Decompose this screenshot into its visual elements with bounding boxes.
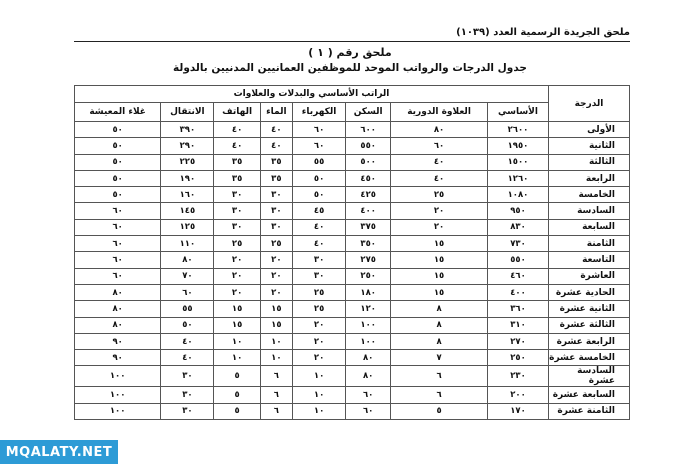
table-row xyxy=(75,154,630,170)
grade-cell: السابعة xyxy=(549,219,630,235)
appendix-label: ملحق رقم ( ١ ) xyxy=(308,46,392,59)
value-cell: ٢٠ xyxy=(292,350,345,366)
value-cell: ١٢٠ xyxy=(346,301,391,317)
grade-cell: السادسة xyxy=(549,203,630,219)
value-cell: ٣٥٠ xyxy=(346,236,391,252)
value-cell: ٥٠ xyxy=(292,170,345,186)
value-cell: ٤٠ xyxy=(161,333,214,349)
value-cell: ١٠ xyxy=(292,366,345,387)
value-cell: ٢٧٠ xyxy=(488,333,549,349)
value-cell: ٢٢٥ xyxy=(161,154,214,170)
value-cell: ١٠٠ xyxy=(346,317,391,333)
site-watermark: MQALATY.NET xyxy=(0,440,118,464)
value-cell: ٢٥٠ xyxy=(346,268,391,284)
column-header: الكهرباء xyxy=(292,103,345,122)
table-row xyxy=(75,203,630,219)
value-cell: ٦٠ xyxy=(75,236,161,252)
header-title: ملحق الجريدة الرسمية العدد (١٠٣٩) xyxy=(456,27,630,38)
value-cell: ٦٠ xyxy=(75,219,161,235)
value-cell: ١٥ xyxy=(260,301,292,317)
value-cell: ٣٥ xyxy=(214,170,260,186)
grade-cell: الثالثة xyxy=(549,154,630,170)
value-cell: ٤٠٠ xyxy=(488,284,549,300)
value-cell: ٤٥٠ xyxy=(346,170,391,186)
value-cell: ٥٠ xyxy=(75,170,161,186)
grade-cell: السادسة عشرة xyxy=(549,366,630,387)
value-cell: ٨ xyxy=(391,301,488,317)
value-cell: ٦٠ xyxy=(346,387,391,403)
value-cell: ٩٠ xyxy=(75,333,161,349)
value-cell: ٥ xyxy=(214,366,260,387)
value-cell: ٤٠ xyxy=(260,138,292,154)
value-cell: ٢٠ xyxy=(214,284,260,300)
value-cell: ٣٠ xyxy=(260,219,292,235)
value-cell: ١٠٨٠ xyxy=(488,187,549,203)
value-cell: ٨ xyxy=(391,317,488,333)
value-cell: ٦٠٠ xyxy=(346,122,391,138)
value-cell: ٢٠ xyxy=(260,284,292,300)
table-row xyxy=(75,387,630,403)
value-cell: ٣٠ xyxy=(260,203,292,219)
value-cell: ٥٠٠ xyxy=(346,154,391,170)
table-row xyxy=(75,236,630,252)
value-cell: ٢٠ xyxy=(214,252,260,268)
table-row xyxy=(75,138,630,154)
value-cell: ٢٠ xyxy=(391,219,488,235)
value-cell: ٦٠ xyxy=(75,203,161,219)
grade-cell: الثامنة عشرة xyxy=(549,403,630,419)
value-cell: ٤٠ xyxy=(292,236,345,252)
value-cell: ٣٥ xyxy=(260,154,292,170)
value-cell: ٢٥ xyxy=(292,301,345,317)
table-row xyxy=(75,403,630,419)
value-cell: ٨ xyxy=(391,333,488,349)
grade-header: الدرجة xyxy=(549,86,630,122)
value-cell: ٨٠ xyxy=(391,122,488,138)
value-cell: ٥٥ xyxy=(161,301,214,317)
table-row xyxy=(75,170,630,186)
value-cell: ٨٠ xyxy=(75,301,161,317)
value-cell: ٤٦٠ xyxy=(488,268,549,284)
group-header: الراتب الأساسي والبدلات والعلاوات xyxy=(75,86,549,103)
value-cell: ١٥ xyxy=(391,284,488,300)
value-cell: ٥٠ xyxy=(75,122,161,138)
header-divider xyxy=(74,41,630,42)
table-row xyxy=(75,333,630,349)
grade-cell: الحادية عشرة xyxy=(549,284,630,300)
value-cell: ٥٠ xyxy=(161,317,214,333)
value-cell: ٥٥٠ xyxy=(346,138,391,154)
value-cell: ١٥ xyxy=(391,236,488,252)
value-cell: ٣٠ xyxy=(214,219,260,235)
grade-cell: الثانية عشرة xyxy=(549,301,630,317)
grade-cell: الخامسة عشرة xyxy=(549,350,630,366)
value-cell: ٨٠ xyxy=(346,366,391,387)
value-cell: ٣٠ xyxy=(161,403,214,419)
value-cell: ١٦٠ xyxy=(161,187,214,203)
basic-header: الأساسي xyxy=(488,103,549,122)
value-cell: ١٨٠ xyxy=(346,284,391,300)
value-cell: ٦٠ xyxy=(75,252,161,268)
value-cell: ٤٠ xyxy=(260,122,292,138)
value-cell: ١٥ xyxy=(391,252,488,268)
value-cell: ١٥ xyxy=(391,268,488,284)
value-cell: ٤٥ xyxy=(292,203,345,219)
value-cell: ٣٠ xyxy=(161,387,214,403)
value-cell: ٢٠ xyxy=(214,268,260,284)
value-cell: ٥ xyxy=(214,387,260,403)
grade-cell: الخامسة xyxy=(549,187,630,203)
value-cell: ٦ xyxy=(260,403,292,419)
value-cell: ١٠٠ xyxy=(75,403,161,419)
value-cell: ٢٥ xyxy=(292,284,345,300)
value-cell: ٣٠ xyxy=(214,203,260,219)
grade-cell: الرابعة xyxy=(549,170,630,186)
grade-cell: السابعة عشرة xyxy=(549,387,630,403)
value-cell: ٣٦٠ xyxy=(488,301,549,317)
table-title: جدول الدرجات والرواتب الموحد للموظفين العمانيين المدنيين بالدولة xyxy=(173,62,527,74)
value-cell: ٨٣٠ xyxy=(488,219,549,235)
value-cell: ٥٥٠ xyxy=(488,252,549,268)
page-header xyxy=(74,27,630,38)
table-row xyxy=(75,122,630,138)
column-header: الانتقال xyxy=(161,103,214,122)
value-cell: ٩٠ xyxy=(75,350,161,366)
value-cell: ٣٠ xyxy=(161,366,214,387)
value-cell: ٤٠ xyxy=(292,219,345,235)
value-cell: ٤٠ xyxy=(161,350,214,366)
value-cell: ٣٩٠ xyxy=(161,122,214,138)
value-cell: ٤٠٠ xyxy=(346,203,391,219)
grade-cell: العاشرة xyxy=(549,268,630,284)
value-cell: ٢٠٠ xyxy=(488,387,549,403)
value-cell: ٣٠ xyxy=(260,187,292,203)
value-cell: ٢٥ xyxy=(214,236,260,252)
value-cell: ١٠٠ xyxy=(75,366,161,387)
value-cell: ١٥ xyxy=(214,301,260,317)
column-header: الماء xyxy=(260,103,292,122)
value-cell: ٨٠ xyxy=(75,284,161,300)
table-row xyxy=(75,284,630,300)
value-cell: ٢٧٥ xyxy=(346,252,391,268)
value-cell: ١٥ xyxy=(260,317,292,333)
value-cell: ٥٠ xyxy=(75,138,161,154)
value-cell: ٦ xyxy=(391,387,488,403)
value-cell: ٣٥ xyxy=(214,154,260,170)
value-cell: ٦٠ xyxy=(292,122,345,138)
value-cell: ٦٠ xyxy=(346,403,391,419)
value-cell: ١٠ xyxy=(260,333,292,349)
grade-cell: الأولى xyxy=(549,122,630,138)
value-cell: ٥٠ xyxy=(75,154,161,170)
value-cell: ٢٦٠٠ xyxy=(488,122,549,138)
value-cell: ٦ xyxy=(260,366,292,387)
value-cell: ٨٠ xyxy=(75,317,161,333)
column-header: غلاء المعيشة xyxy=(75,103,161,122)
value-cell: ١٥٠٠ xyxy=(488,154,549,170)
value-cell: ٦٠ xyxy=(292,138,345,154)
value-cell: ٤٠ xyxy=(391,170,488,186)
value-cell: ٢٠ xyxy=(292,333,345,349)
value-cell: ٤٠ xyxy=(214,138,260,154)
value-cell: ٤٠ xyxy=(391,154,488,170)
table-row xyxy=(75,301,630,317)
value-cell: ٢٠ xyxy=(292,317,345,333)
value-cell: ٢٠ xyxy=(260,268,292,284)
value-cell: ١٩٠ xyxy=(161,170,214,186)
value-cell: ٤٠ xyxy=(214,122,260,138)
value-cell: ٧ xyxy=(391,350,488,366)
value-cell: ٨٠ xyxy=(161,252,214,268)
value-cell: ٥٠ xyxy=(292,187,345,203)
grade-cell: الثانية xyxy=(549,138,630,154)
table-row xyxy=(75,268,630,284)
value-cell: ٣٠ xyxy=(292,252,345,268)
value-cell: ٣١٠ xyxy=(488,317,549,333)
table-row xyxy=(75,219,630,235)
value-cell: ٣٠ xyxy=(292,268,345,284)
value-cell: ٥ xyxy=(391,403,488,419)
table-row xyxy=(75,350,630,366)
value-cell: ٤٢٥ xyxy=(346,187,391,203)
value-cell: ١٠ xyxy=(214,350,260,366)
value-cell: ١٥ xyxy=(214,317,260,333)
value-cell: ١٠٠ xyxy=(346,333,391,349)
value-cell: ١٤٥ xyxy=(161,203,214,219)
value-cell: ١٠٠ xyxy=(75,387,161,403)
salary-table xyxy=(74,85,630,420)
table-row xyxy=(75,317,630,333)
value-cell: ٩٥٠ xyxy=(488,203,549,219)
value-cell: ٧٠ xyxy=(161,268,214,284)
value-cell: ٣٥ xyxy=(260,170,292,186)
value-cell: ١٠ xyxy=(292,403,345,419)
value-cell: ١٧٠ xyxy=(488,403,549,419)
value-cell: ١٠ xyxy=(292,387,345,403)
value-cell: ٣٧٥ xyxy=(346,219,391,235)
value-cell: ٢٥ xyxy=(260,236,292,252)
value-cell: ٦٠ xyxy=(75,268,161,284)
column-header: العلاوة الدورية xyxy=(391,103,488,122)
value-cell: ٢٥٠ xyxy=(488,350,549,366)
value-cell: ٢٠ xyxy=(391,203,488,219)
value-cell: ١٢٥ xyxy=(161,219,214,235)
value-cell: ١١٠ xyxy=(161,236,214,252)
value-cell: ١٢٦٠ xyxy=(488,170,549,186)
value-cell: ٢٣٠ xyxy=(488,366,549,387)
value-cell: ٥٠ xyxy=(75,187,161,203)
value-cell: ٦ xyxy=(260,387,292,403)
column-header: الهاتف xyxy=(214,103,260,122)
value-cell: ٧٣٠ xyxy=(488,236,549,252)
value-cell: ٣٠ xyxy=(214,187,260,203)
value-cell: ٢٠ xyxy=(260,252,292,268)
grade-cell: التاسعة xyxy=(549,252,630,268)
value-cell: ١٩٥٠ xyxy=(488,138,549,154)
value-cell: ٦٠ xyxy=(161,284,214,300)
value-cell: ١٠ xyxy=(214,333,260,349)
value-cell: ٨٠ xyxy=(346,350,391,366)
value-cell: ١٠ xyxy=(260,350,292,366)
table-row xyxy=(75,187,630,203)
value-cell: ٢٥ xyxy=(391,187,488,203)
grade-cell: الثالثة عشرة xyxy=(549,317,630,333)
table-body xyxy=(75,122,630,420)
value-cell: ٥٥ xyxy=(292,154,345,170)
column-header: السكن xyxy=(346,103,391,122)
value-cell: ٦ xyxy=(391,366,488,387)
grade-cell: الثامنة xyxy=(549,236,630,252)
value-cell: ٦٠ xyxy=(391,138,488,154)
table-row xyxy=(75,252,630,268)
value-cell: ٥ xyxy=(214,403,260,419)
table-row xyxy=(75,366,630,387)
value-cell: ٢٩٠ xyxy=(161,138,214,154)
grade-cell: الرابعة عشرة xyxy=(549,333,630,349)
